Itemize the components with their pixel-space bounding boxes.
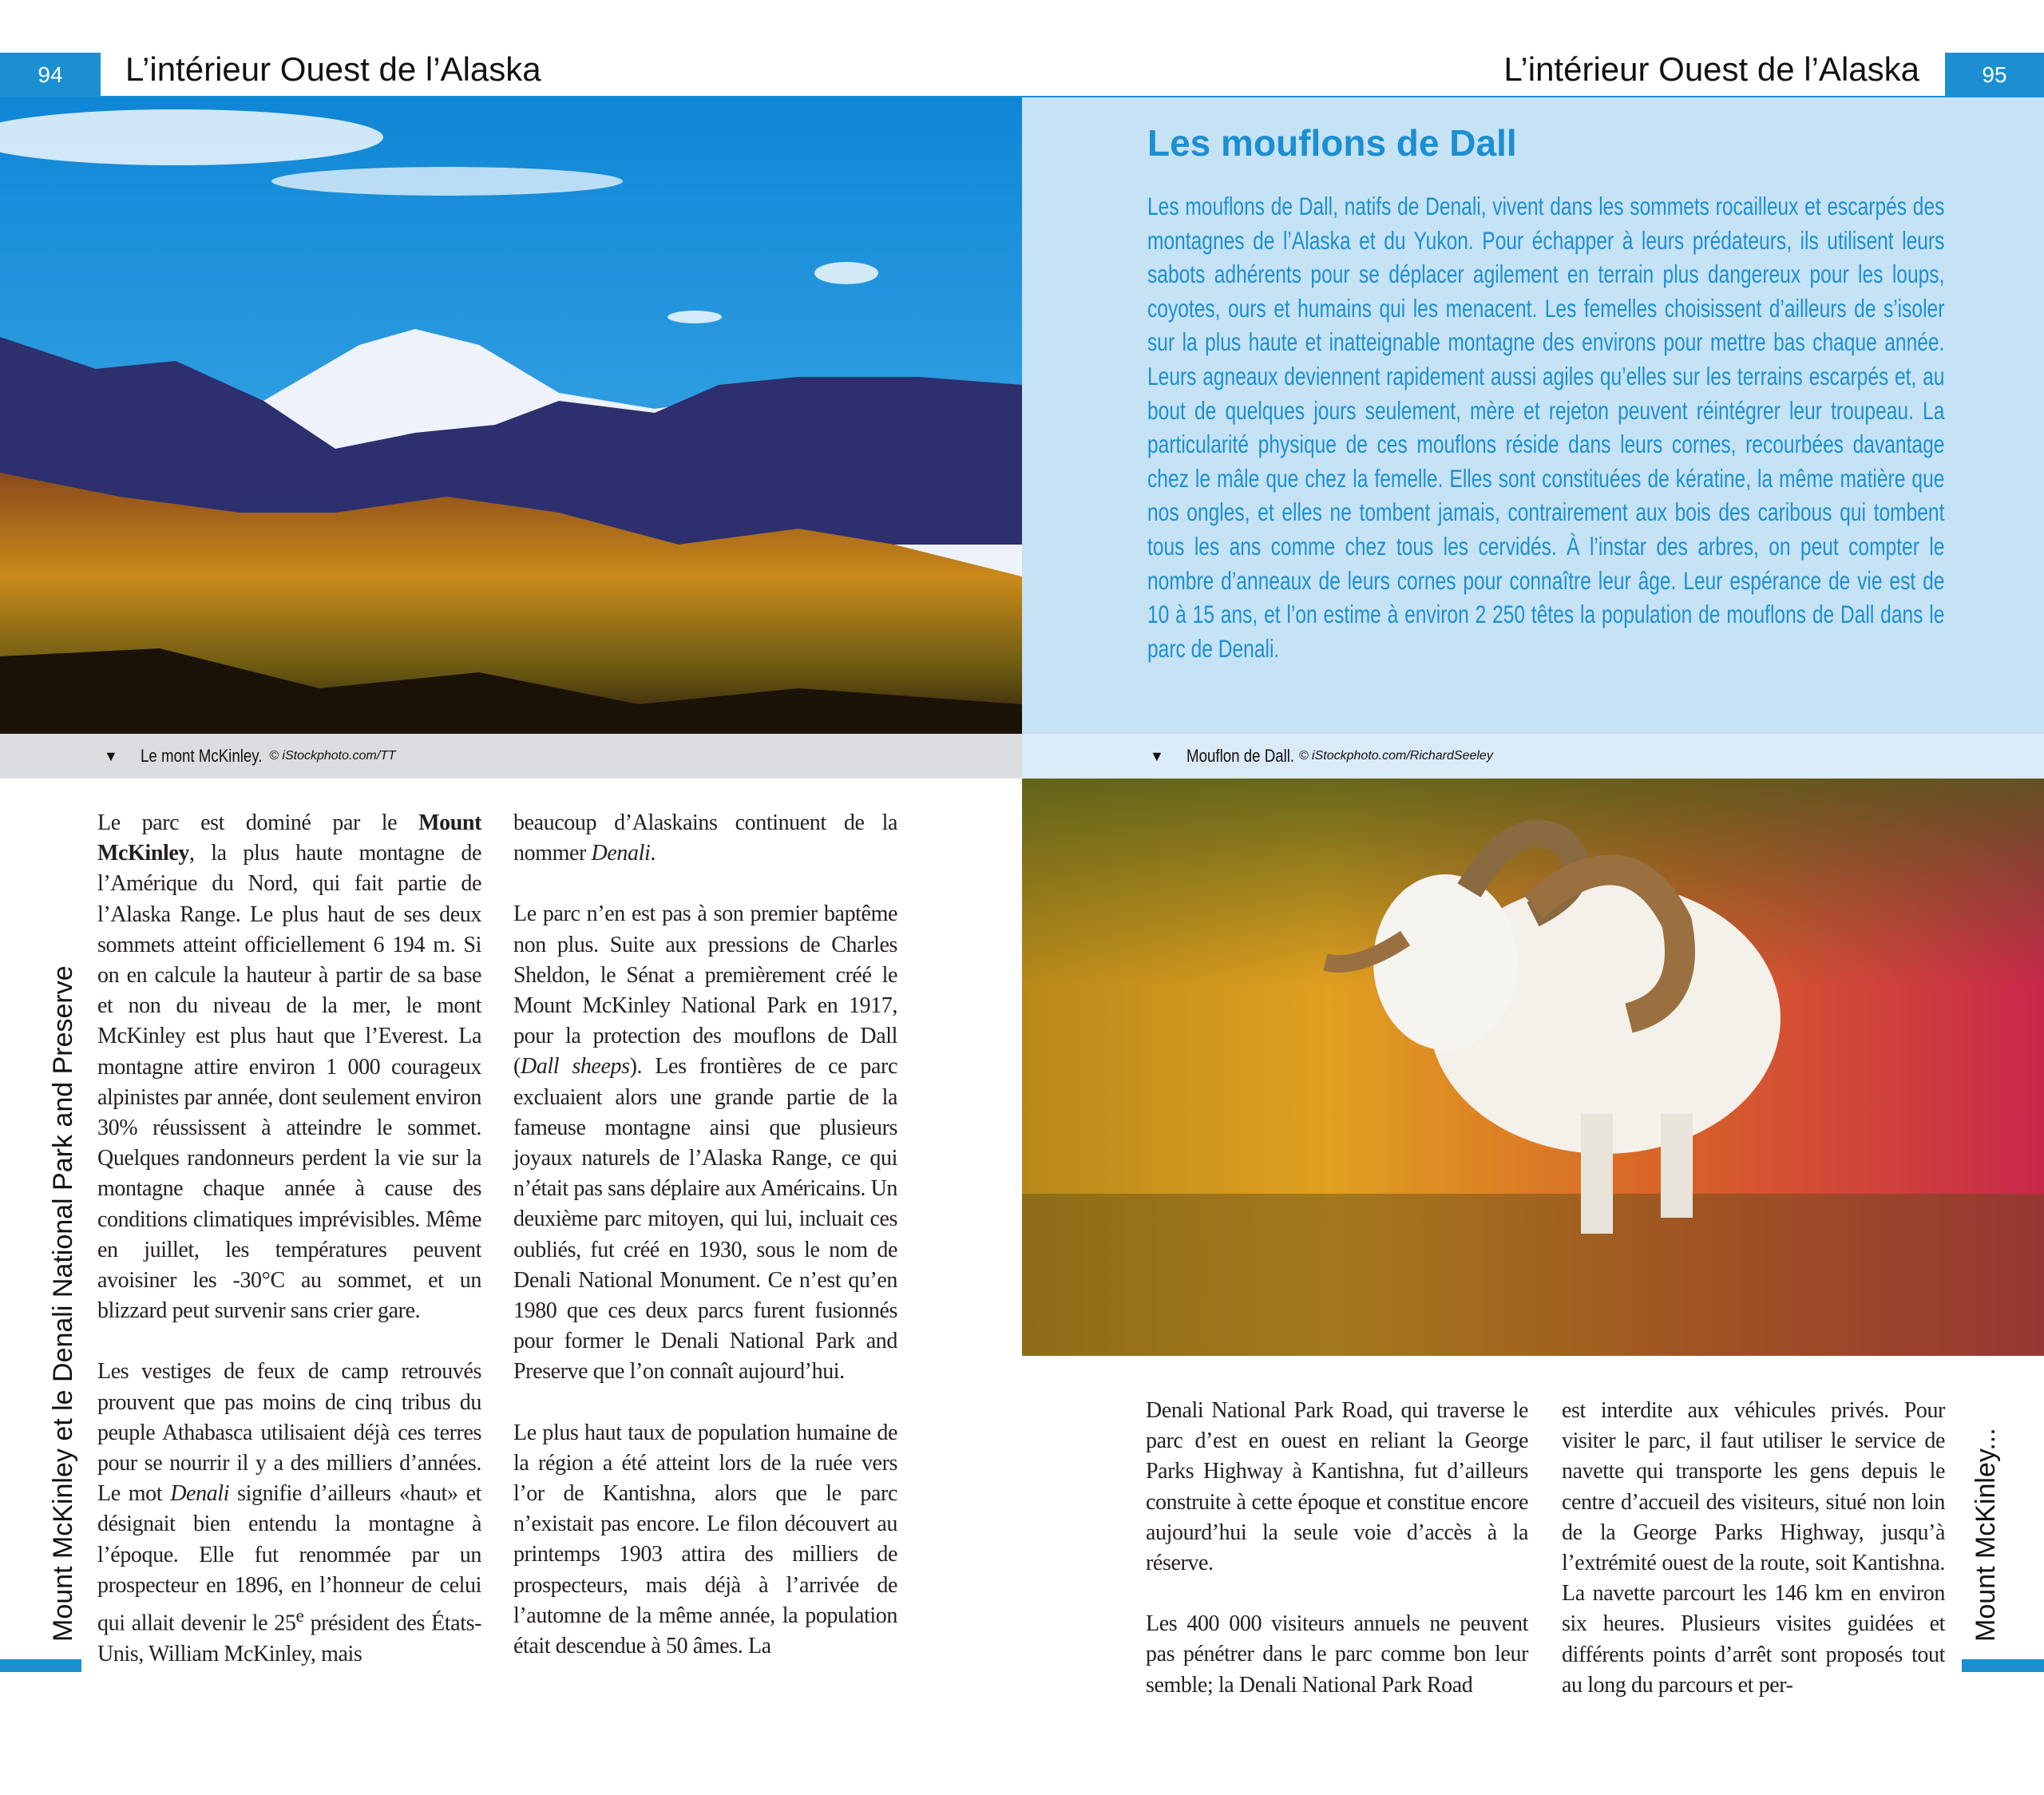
- right-column-1: [1146, 1396, 1528, 1731]
- paragraph: Denali National Park Road, qui traverse le parc d’est en ouest en reliant la George Parks Highway à Kantishna, fut d’ailleurs construite à cette époque et constitue encore aujourd’hui la seule voie d’accès à la réserve.: [1146, 1398, 1528, 1576]
- sidebar-body: Les mouflons de Dall, natifs de Denali, vivent dans les sommets rocailleux et escarpés des montagnes de l’Alaska et du Yukon. Pour échapper à leurs prédateurs, ils utilisent leurs sabots adhérents pour se déplacer agilement en terrain plus dangereux pour les loups, coyotes, ours et humains qui les menacent. Les femelles choisissent d’ailleurs de s’isoler sur la plus haute et inatteignable montagne des environs pour mettre bas chaque année. Leurs agneaux deviennent rapidement aussi agiles qu’elles sur les terrains escarpés et, au bout de quelques jours seulement, mère et rejeton peuvent réintégrer leur troupeau. La particularité physique de ces mouflons réside dans leurs cornes, recourbées davantage chez le mâle que chez la femelle. Elles sont constituées de kératine, la même matière que nos ongles, et elles ne tombent jamais, contrairement aux bois des caribous qui tombent tous les ans comme chez tous les cervidés. À l’instar des arbres, on peut compter le nombre d’anneaux de leurs cornes pour connaître leur âge. Leur espérance de vie est de 10 à 15 ans, et l’on estime à environ 2 250 têtes la population de mouflons de Dall dans le parc de Denali.: [1147, 192, 1945, 663]
- triangle-down-icon: ▼: [104, 747, 118, 764]
- caption-credit: © iStockphoto.com/TT: [269, 749, 396, 763]
- side-title-left: Mount McKinley et le Denali National Park and Preserve: [48, 965, 78, 1642]
- text: Les vestiges de feux de camp retrouvés prouvent que pas moins de cinq tribus du peuple Athabasca utilisaient déjà ces terres pour se nourrir il y a des milliers d’années. Le mot: [97, 1359, 481, 1507]
- text: , la plus haute montagne de l’Amérique du Nord, qui fait partie de l’Alaska Range. Le plus haut de ses deux sommets atteint officiellement 6 194 m. Si on en calcule la hauteur à partir de sa base et non du niveau de la mer, le mont McKinley est plus haut que l’Everest. La montagne attire environ 1 000 courageux alpinistes par année, dont seulement environ 30% réussissent à atteindre le sommet. Quelques randonneurs perdent la vie sur la montagne chaque année à cause des conditions climatiques imprévisibles. Même en juillet, les températures peuvent avoisiner les -30°C au sommet, et un blizzard peut survenir sans crier gare.: [97, 841, 481, 1324]
- text: beaucoup d’Alaskains continuent de la nommer: [513, 810, 897, 866]
- sidebar-box: [1022, 97, 2044, 734]
- running-title-right: L’intérieur Ouest de l’Alaska: [1503, 50, 1919, 88]
- paragraph: est interdite aux véhicules privés. Pour visiter le parc, il faut utiliser le service de navette qui transporte les gens depuis le centre d’accueil des visiteurs, situé non loin de la George Parks Highway, jusqu’à l’extrémité ouest de la route, soit Kantishna. La navette parcourt les 146 km en environ six heures. Plusieurs visites guidées et différents points d’arrêt sont proposés tout au long du parcours et per-: [1562, 1398, 1945, 1698]
- bold-term: Mount McKinley: [97, 810, 481, 866]
- paragraph: Le plus haut taux de population humaine de la région a été atteint lors de la ruée vers l’or de Kantishna, alors que le parc n’existait pas encore. Le filon découvert au printemps 1903 attira des milliers de prospecteurs, mais déjà à l’arrivée de l’automne de la même année, la population était descendue à 50 âmes. La: [513, 1420, 897, 1659]
- paragraph: [513, 808, 897, 869]
- paragraph: [97, 1357, 481, 1669]
- paragraph: Les 400 000 visiteurs annuels ne peuvent pas pénétrer dans le parc comme bon leur semble; la Denali National Park Road: [1146, 1611, 1528, 1698]
- caption-label: Mouflon de Dall.: [1186, 746, 1294, 766]
- page-number-left: 94: [0, 53, 101, 97]
- italic-term: Dall sheeps: [520, 1054, 630, 1080]
- paragraph: [97, 808, 481, 1326]
- side-accent-bar: [0, 1659, 81, 1672]
- superscript: e: [295, 1606, 304, 1627]
- dall-sheep-photo: [1022, 779, 2044, 1356]
- sidebar-title: Les mouflons de Dall: [1147, 122, 1517, 164]
- italic-term: Denali: [170, 1481, 230, 1507]
- text: Le parc est dominé par le: [97, 810, 419, 835]
- caption-credit: © iStockphoto.com/RichardSeeley: [1298, 749, 1493, 763]
- mount-mckinley-photo: [0, 97, 1022, 734]
- left-column-2: [513, 808, 897, 1692]
- text: Le parc n’en est pas à son premier baptême non plus. Suite aux pressions de Charles Sheldon, le Sénat a premièrement créé le Mount McKinley National Park en 1917, pour la protection des mouflons de Dall (: [513, 901, 897, 1080]
- text: président des États-Unis, William McKinley, mais: [97, 1611, 481, 1666]
- triangle-down-icon: ▼: [1150, 747, 1164, 764]
- italic-term: Denali: [591, 841, 651, 866]
- paragraph: [513, 899, 897, 1387]
- caption-label: Le mont McKinley.: [140, 746, 263, 766]
- text: .: [650, 841, 656, 866]
- running-title-left: L’intérieur Ouest de l’Alaska: [125, 50, 541, 88]
- side-title-right: Mount McKinley...: [1971, 1428, 2001, 1642]
- side-accent-bar: [1962, 1659, 2044, 1672]
- right-column-2: [1562, 1396, 1945, 1731]
- page-number-right: 95: [1945, 53, 2044, 97]
- caption-left: [0, 734, 1022, 779]
- text: ). Les frontières de ce parc excluaient alors une grande partie de la fameuse montagne ainsi que plusieurs joyaux naturels de l’Alaska Range, ce qui n’était pas sans déplaire aux Américains. Un deuxième parc mitoyen, qui lui, incluait ces oubliés, fut créé en 1930, sous le nom de Denali National Monument. Ce n’est qu’en 1980 que ces deux parcs furent fusionnés pour former le Denali National Park and Preserve que l’on connaît aujourd’hui.: [513, 1054, 897, 1385]
- left-column-1: [97, 808, 481, 1700]
- text: signifie d’ailleurs «haut» et désignait bien entendu la montagne à l’époque. Elle fut renommée par un prospecteur en 1896, en l’honneur de celui qui allait devenir le 25: [97, 1481, 482, 1636]
- caption-right: [1022, 734, 2044, 779]
